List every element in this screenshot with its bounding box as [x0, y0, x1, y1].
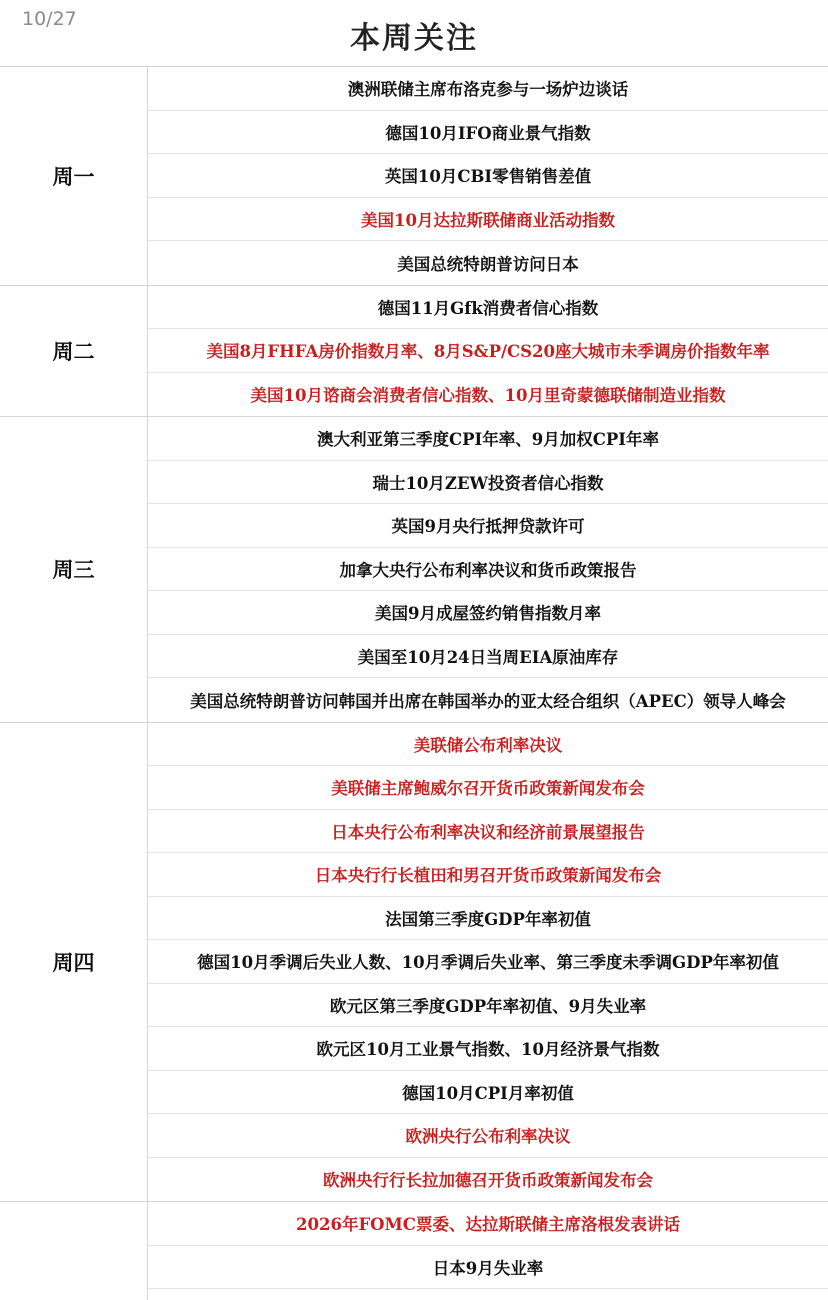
event-item-highlighted: 美联储主席鲍威尔召开货币政策新闻发布会 — [148, 766, 828, 810]
day-label — [0, 1202, 148, 1300]
event-item: 日本9月失业率 — [148, 1246, 828, 1290]
header — [0, 0, 828, 67]
day-group-wednesday — [0, 417, 828, 723]
event-list — [148, 1202, 828, 1300]
event-item-highlighted: 2026年FOMC票委、达拉斯联储主席洛根发表讲话 — [148, 1202, 828, 1246]
event-item: 欧元区10月工业景气指数、10月经济景气指数 — [148, 1027, 828, 1071]
event-item-highlighted: 美国10月达拉斯联储商业活动指数 — [148, 198, 828, 242]
event-item: 美国9月成屋签约销售指数月率 — [148, 591, 828, 635]
event-item: 澳洲联储主席布洛克参与一场炉边谈话 — [148, 67, 828, 111]
event-item: 德国10月IFO商业景气指数 — [148, 111, 828, 155]
day-label: 周一 — [0, 67, 148, 285]
event-item: 澳大利亚第三季度CPI年率、9月加权CPI年率 — [148, 417, 828, 461]
day-group-thursday — [0, 723, 828, 1203]
day-label: 周三 — [0, 417, 148, 722]
event-item — [148, 1289, 828, 1300]
day-group-tuesday — [0, 286, 828, 418]
event-item: 德国11月Gfk消费者信心指数 — [148, 286, 828, 330]
event-list — [148, 67, 828, 285]
event-item: 法国第三季度GDP年率初值 — [148, 897, 828, 941]
page-title: 本周关注 — [350, 21, 478, 56]
event-list — [148, 417, 828, 722]
event-item: 瑞士10月ZEW投资者信心指数 — [148, 461, 828, 505]
event-item: 加拿大央行公布利率决议和货币政策报告 — [148, 548, 828, 592]
day-label: 周四 — [0, 723, 148, 1202]
event-item: 英国9月央行抵押贷款许可 — [148, 504, 828, 548]
weekly-schedule-table — [0, 67, 828, 1300]
event-list — [148, 723, 828, 1202]
event-item: 德国10月CPI月率初值 — [148, 1071, 828, 1115]
event-list — [148, 286, 828, 417]
day-group-group-4 — [0, 1202, 828, 1300]
date-label: 10/27 — [22, 8, 77, 30]
event-item-highlighted: 日本央行公布利率决议和经济前景展望报告 — [148, 810, 828, 854]
event-item-highlighted: 欧洲央行行长拉加德召开货币政策新闻发布会 — [323, 1171, 653, 1191]
event-item-highlighted: 美国10月谘商会消费者信心指数、10月里奇蒙德联储制造业指数 — [250, 386, 726, 406]
event-item: 美国总统特朗普访问韩国并出席在韩国举办的亚太经合组织（APEC）领导人峰会 — [190, 691, 786, 711]
event-item: 美国至10月24日当周EIA原油库存 — [148, 635, 828, 679]
event-item: 英国10月CBI零售销售差值 — [148, 154, 828, 198]
event-item-highlighted: 日本央行行长植田和男召开货币政策新闻发布会 — [148, 853, 828, 897]
event-item-highlighted: 美联储公布利率决议 — [148, 723, 828, 767]
event-item: 美国总统特朗普访问日本 — [397, 254, 579, 274]
day-label: 周二 — [0, 286, 148, 417]
event-item: 欧元区第三季度GDP年率初值、9月失业率 — [148, 984, 828, 1028]
event-item: 德国10月季调后失业人数、10月季调后失业率、第三季度未季调GDP年率初值 — [148, 940, 828, 984]
event-item-highlighted: 欧洲央行公布利率决议 — [148, 1114, 828, 1158]
event-item-highlighted: 美国8月FHFA房价指数月率、8月S&P/CS20座大城市未季调房价指数年率 — [148, 329, 828, 373]
day-group-monday — [0, 67, 828, 286]
